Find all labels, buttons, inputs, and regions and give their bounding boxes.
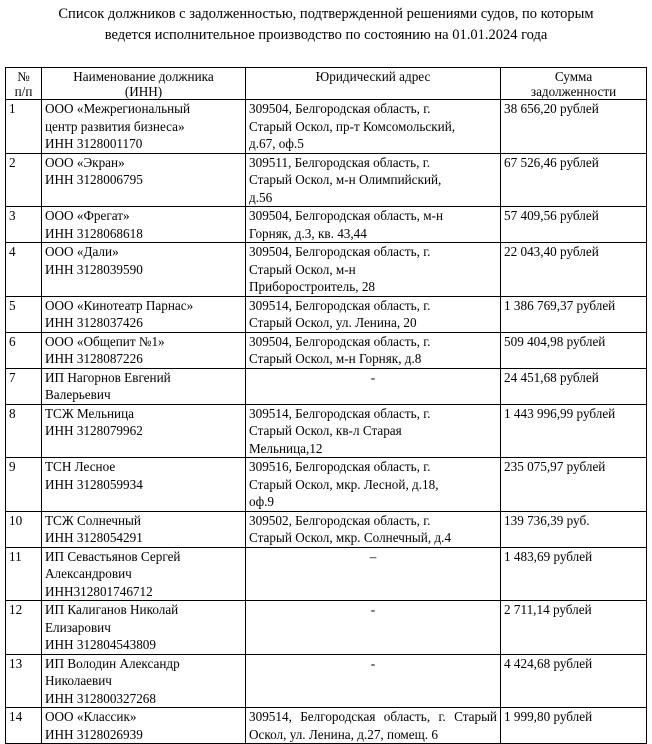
debt-amount: 235 075,97 рублей xyxy=(501,458,647,512)
debtors-table xyxy=(5,67,647,744)
debt-amount: 139 736,39 руб. xyxy=(501,511,647,547)
row-number: 11 xyxy=(6,547,42,601)
debtor-address: 309514, Белгородская область, г. Старый Оскол, кв-л Старая Мельница,12 xyxy=(246,404,501,458)
debt-amount: 57 409,56 рублей xyxy=(501,207,647,243)
debt-amount: 24 451,68 рублей xyxy=(501,368,647,404)
table-header-row xyxy=(6,68,647,100)
debt-amount: 38 656,20 рублей xyxy=(501,100,647,154)
debtor-address: – xyxy=(246,547,501,601)
debt-amount: 67 526,46 рублей xyxy=(501,153,647,207)
table-row xyxy=(6,404,647,458)
row-number: 2 xyxy=(6,153,42,207)
table-row xyxy=(6,708,647,744)
debtor-name: ООО «Фрегат» ИНН 3128068618 xyxy=(42,207,246,243)
debtor-name: ИП Калиганов Николай Елизарович ИНН 312804543809 xyxy=(42,601,246,655)
debt-amount: 2 711,14 рублей xyxy=(501,601,647,655)
row-number: 1 xyxy=(6,100,42,154)
debt-amount: 4 424,68 рублей xyxy=(501,654,647,708)
debtor-address: - xyxy=(246,601,501,655)
table-row xyxy=(6,458,647,512)
debtor-address: - xyxy=(246,654,501,708)
debt-amount: 1 483,69 рублей xyxy=(501,547,647,601)
row-number: 4 xyxy=(6,243,42,297)
header-debt-sum: Сумма задолженности xyxy=(501,68,647,100)
debtor-address: 309511, Белгородская область, г. Старый Оскол, м-н Олимпийский, д.56 xyxy=(246,153,501,207)
header-debtor-name: Наименование должника (ИНН) xyxy=(42,68,246,100)
table-row xyxy=(6,153,647,207)
debtor-address: 309504, Белгородская область, г. Старый Оскол, м-н Горняк, д.8 xyxy=(246,332,501,368)
debt-amount: 1 386 769,37 рублей xyxy=(501,296,647,332)
table-row xyxy=(6,368,647,404)
table-row xyxy=(6,601,647,655)
debtor-name: ООО «Дали» ИНН 3128039590 xyxy=(42,243,246,297)
row-number: 7 xyxy=(6,368,42,404)
debtor-address: 309516, Белгородская область, г. Старый Оскол, мкр. Лесной, д.18, оф.9 xyxy=(246,458,501,512)
table-row xyxy=(6,100,647,154)
table-row xyxy=(6,296,647,332)
debtor-name: ООО «Общепит №1» ИНН 3128087226 xyxy=(42,332,246,368)
row-number: 8 xyxy=(6,404,42,458)
row-number: 10 xyxy=(6,511,42,547)
debtor-address: 309514, Белгородская область, г. Старый Оскол, ул. Ленина, д.27, помещ. 6 xyxy=(246,708,501,744)
table-row xyxy=(6,511,647,547)
debtor-address: 309504, Белгородская область, г. Старый Оскол, пр-т Комсомольский, д.67, оф.5 xyxy=(246,100,501,154)
table-row xyxy=(6,654,647,708)
debt-amount: 22 043,40 рублей xyxy=(501,243,647,297)
debtor-name: ООО «Межрегиональный центр развития бизнеса» ИНН 3128001170 xyxy=(42,100,246,154)
debtor-name: ООО «Классик» ИНН 3128026939 xyxy=(42,708,246,744)
debtor-name: ТСН Лесное ИНН 3128059934 xyxy=(42,458,246,512)
row-number: 3 xyxy=(6,207,42,243)
debt-amount: 1 443 996,99 рублей xyxy=(501,404,647,458)
header-address: Юридический адрес xyxy=(246,68,501,100)
row-number: 14 xyxy=(6,708,42,744)
table-row xyxy=(6,243,647,297)
table-row xyxy=(6,547,647,601)
document-title xyxy=(0,4,652,46)
row-number: 13 xyxy=(6,654,42,708)
debtor-address: 309504, Белгородская область, г. Старый Оскол, м-н Приборостроитель, 28 xyxy=(246,243,501,297)
debtor-name: ТСЖ Солнечный ИНН 3128054291 xyxy=(42,511,246,547)
debtor-name: ИП Володин Александр Николаевич ИНН 312800327268 xyxy=(42,654,246,708)
row-number: 9 xyxy=(6,458,42,512)
title-line-2: ведется исполнительное производство по состоянию на 01.01.2024 года xyxy=(104,27,548,43)
debtor-name: ТСЖ Мельница ИНН 3128079962 xyxy=(42,404,246,458)
debtor-address: 309502, Белгородская область, г. Старый Оскол, мкр. Солнечный, д.4 xyxy=(246,511,501,547)
debtor-name: ООО «Кинотеатр Парнас» ИНН 3128037426 xyxy=(42,296,246,332)
debtor-name: ООО «Экран» ИНН 3128006795 xyxy=(42,153,246,207)
row-number: 12 xyxy=(6,601,42,655)
table-row xyxy=(6,332,647,368)
table-row xyxy=(6,207,647,243)
debt-amount: 1 999,80 рублей xyxy=(501,708,647,744)
debtor-address: - xyxy=(246,368,501,404)
debtor-name: ИП Севастьянов Сергей Александрович ИНН312801746712 xyxy=(42,547,246,601)
header-number: № п/п xyxy=(6,68,42,100)
debtor-address: 309504, Белгородская область, м-н Горняк, д.3, кв. 43,44 xyxy=(246,207,501,243)
row-number: 5 xyxy=(6,296,42,332)
debt-amount: 509 404,98 рублей xyxy=(501,332,647,368)
row-number: 6 xyxy=(6,332,42,368)
debtor-address: 309514, Белгородская область, г. Старый Оскол, ул. Ленина, 20 xyxy=(246,296,501,332)
title-line-1: Список должников с задолженностью, подтвержденной решениями судов, по которым xyxy=(58,6,594,22)
debtor-name: ИП Нагорнов Евгений Валерьевич xyxy=(42,368,246,404)
